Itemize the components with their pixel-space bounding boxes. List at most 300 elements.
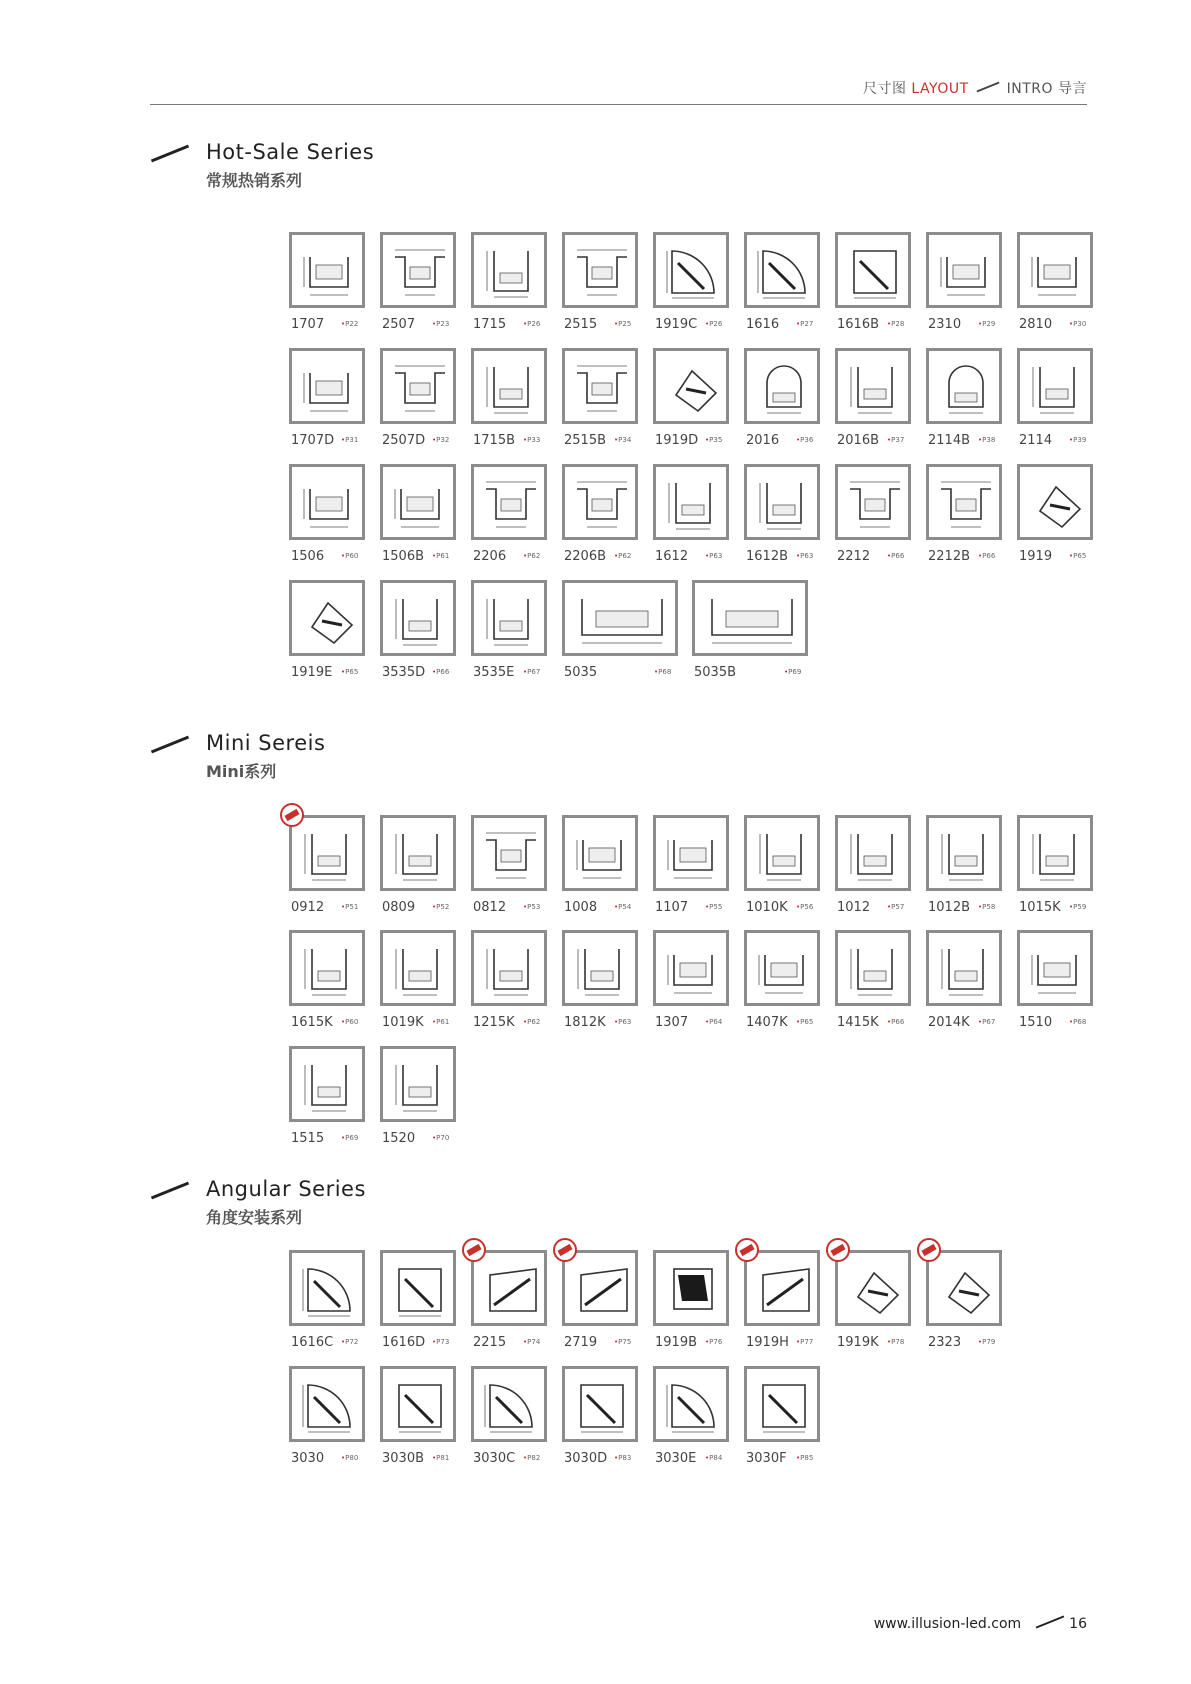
profile-section-drawing (573, 591, 671, 649)
bullet-icon: • (523, 320, 528, 328)
page-reference[interactable] (887, 320, 904, 328)
page-reference[interactable] (1069, 320, 1086, 328)
profile-section-drawing (391, 359, 449, 417)
page-reference[interactable] (705, 903, 722, 911)
page-reference-text: P65 (345, 668, 359, 676)
page-reference-text: P65 (800, 1018, 814, 1026)
page-reference[interactable] (341, 1134, 358, 1142)
page-reference-text: P37 (891, 436, 905, 444)
page-reference[interactable] (887, 1018, 904, 1026)
profile-drawing-frame (653, 930, 729, 1006)
profile-drawing-frame (380, 464, 456, 540)
profile-card[interactable] (471, 348, 547, 452)
profile-card[interactable] (380, 1366, 456, 1470)
profile-code: 1612 (655, 549, 689, 564)
page-reference[interactable] (978, 320, 995, 328)
page-reference[interactable] (705, 436, 722, 444)
page-reference[interactable] (341, 668, 358, 676)
profile-card[interactable] (562, 815, 638, 919)
page-reference[interactable] (432, 320, 449, 328)
profile-card[interactable] (471, 232, 547, 336)
profile-section-drawing (300, 243, 358, 301)
profile-code: 1019K (382, 1015, 424, 1030)
profile-card[interactable] (744, 1366, 820, 1470)
bullet-icon: • (887, 1018, 892, 1026)
profile-card[interactable] (653, 930, 729, 1034)
page-reference-text: P68 (1073, 1018, 1087, 1026)
bullet-icon: • (341, 903, 346, 911)
page-reference[interactable] (341, 320, 358, 328)
page-reference[interactable] (614, 903, 631, 911)
section-slash-icon (151, 1182, 189, 1200)
page-reference[interactable] (432, 436, 449, 444)
profile-section-drawing (755, 1377, 813, 1435)
new-badge-icon (553, 1238, 577, 1262)
page-reference[interactable] (341, 552, 358, 560)
profile-code: 2212B (928, 549, 971, 564)
bullet-icon: • (796, 903, 801, 911)
bullet-icon: • (887, 320, 892, 328)
page-reference[interactable] (978, 1338, 995, 1346)
page-reference-text: P80 (345, 1454, 359, 1462)
page-reference[interactable] (796, 1454, 813, 1462)
page-reference[interactable] (523, 1018, 540, 1026)
profile-section-drawing (391, 243, 449, 301)
page-reference-text: P63 (800, 552, 814, 560)
page-reference-text: P83 (618, 1454, 632, 1462)
profile-code: 1919K (837, 1335, 879, 1350)
profile-code: 1615K (291, 1015, 333, 1030)
profile-card[interactable] (562, 232, 638, 336)
profile-section-drawing (664, 475, 722, 533)
bullet-icon: • (705, 436, 710, 444)
bullet-icon: • (1069, 436, 1074, 444)
profile-card[interactable] (380, 1250, 456, 1354)
page-reference[interactable] (784, 668, 801, 676)
page-reference[interactable] (523, 436, 540, 444)
page-reference-text: P62 (618, 552, 632, 560)
profile-drawing-frame (289, 580, 365, 656)
profile-drawing-frame (926, 464, 1002, 540)
profile-section-drawing (482, 1377, 540, 1435)
profile-code: 1415K (837, 1015, 879, 1030)
profile-card[interactable] (835, 815, 911, 919)
profile-card[interactable] (653, 1250, 729, 1354)
page-reference-text: P63 (709, 552, 723, 560)
bullet-icon: • (654, 668, 659, 676)
profile-card[interactable] (744, 348, 820, 452)
page-reference[interactable] (523, 552, 540, 560)
bullet-icon: • (432, 436, 437, 444)
profile-card[interactable] (380, 930, 456, 1034)
page-reference[interactable] (978, 903, 995, 911)
page-reference[interactable] (796, 1018, 813, 1026)
page-reference[interactable] (654, 668, 671, 676)
profile-card[interactable] (744, 815, 820, 919)
profile-code: 2515B (564, 433, 607, 448)
page-reference[interactable] (614, 436, 631, 444)
page-reference[interactable] (432, 552, 449, 560)
profile-card[interactable] (380, 580, 456, 684)
page-reference-text: P67 (527, 668, 541, 676)
profile-code: 1919E (291, 665, 333, 680)
profile-section-drawing (846, 1261, 904, 1319)
bullet-icon: • (796, 1018, 801, 1026)
profile-drawing-frame (562, 1366, 638, 1442)
section-subtitle: Mini系列 (206, 762, 277, 781)
page-reference-text: P30 (1073, 320, 1087, 328)
profile-card[interactable] (653, 348, 729, 452)
profile-code: 0912 (291, 900, 325, 915)
profile-drawing-frame (744, 232, 820, 308)
profile-card[interactable] (744, 232, 820, 336)
profile-section-drawing (300, 826, 358, 884)
profile-drawing-frame (835, 815, 911, 891)
bullet-icon: • (1069, 1018, 1074, 1026)
page-reference-text: P85 (800, 1454, 814, 1462)
profile-section-drawing (300, 359, 358, 417)
profile-card[interactable] (835, 930, 911, 1034)
profile-card[interactable] (926, 1250, 1002, 1354)
profile-card[interactable] (653, 815, 729, 919)
page-reference[interactable] (523, 320, 540, 328)
header-intro: INTRO (1006, 81, 1054, 97)
profile-card[interactable] (289, 1046, 365, 1150)
page-reference[interactable] (705, 320, 722, 328)
bullet-icon: • (432, 1454, 437, 1462)
profile-card[interactable] (380, 232, 456, 336)
bullet-icon: • (614, 1338, 619, 1346)
page-reference[interactable] (341, 903, 358, 911)
profile-section-drawing (482, 1261, 540, 1319)
page-header (863, 78, 1087, 98)
profile-section-drawing (846, 826, 904, 884)
section-slash-icon (151, 145, 189, 163)
page-reference-text: P53 (527, 903, 541, 911)
bullet-icon: • (796, 1338, 801, 1346)
page-reference-text: P51 (345, 903, 359, 911)
profile-card[interactable] (562, 348, 638, 452)
page-reference[interactable] (796, 436, 813, 444)
profile-card[interactable] (380, 464, 456, 568)
profile-card[interactable] (1017, 348, 1093, 452)
profile-code: 3030D (564, 1451, 608, 1466)
page-reference[interactable] (523, 1338, 540, 1346)
bullet-icon: • (887, 903, 892, 911)
page-reference[interactable] (1069, 903, 1086, 911)
profile-code: 3030 (291, 1451, 325, 1466)
profile-code: 1812K (564, 1015, 606, 1030)
profile-card[interactable] (744, 464, 820, 568)
page-reference-text: P66 (436, 668, 450, 676)
page-reference[interactable] (796, 320, 813, 328)
bullet-icon: • (341, 320, 346, 328)
page-reference[interactable] (705, 1018, 722, 1026)
page-reference-text: P64 (709, 1018, 723, 1026)
profile-card[interactable] (562, 1366, 638, 1470)
profile-code: 1407K (746, 1015, 788, 1030)
profile-drawing-frame (471, 232, 547, 308)
page-reference[interactable] (887, 903, 904, 911)
bullet-icon: • (705, 903, 710, 911)
profile-section-drawing (573, 1377, 631, 1435)
page-reference-text: P36 (800, 436, 814, 444)
profile-card[interactable] (380, 1046, 456, 1150)
profile-drawing-frame (380, 580, 456, 656)
page-reference[interactable] (614, 1018, 631, 1026)
profile-drawing-frame (471, 348, 547, 424)
page-reference[interactable] (341, 436, 358, 444)
profile-drawing-frame (289, 348, 365, 424)
page-reference[interactable] (341, 1454, 358, 1462)
page-reference-text: P60 (345, 552, 359, 560)
profile-code: 1015K (1019, 900, 1061, 915)
page-reference-text: P31 (345, 436, 359, 444)
bullet-icon: • (796, 1454, 801, 1462)
profile-card[interactable] (471, 930, 547, 1034)
page-reference[interactable] (1069, 436, 1086, 444)
profile-card[interactable] (926, 464, 1002, 568)
bullet-icon: • (523, 1018, 528, 1026)
profile-card[interactable] (562, 580, 678, 684)
page-reference-text: P32 (436, 436, 450, 444)
profile-drawing-frame (289, 232, 365, 308)
page-reference[interactable] (432, 668, 449, 676)
page-reference[interactable] (978, 436, 995, 444)
page-reference[interactable] (341, 1338, 358, 1346)
profile-section-drawing (391, 475, 449, 533)
page-reference[interactable] (432, 1134, 449, 1142)
page-reference[interactable] (796, 903, 813, 911)
profile-card[interactable] (289, 1366, 365, 1470)
bullet-icon: • (978, 436, 983, 444)
page-reference-text: P22 (345, 320, 359, 328)
page-reference-text: P61 (436, 1018, 450, 1026)
profile-card[interactable] (562, 930, 638, 1034)
profile-card[interactable] (289, 464, 365, 568)
profile-card[interactable] (289, 580, 365, 684)
footer-url[interactable]: www.illusion-led.com (873, 1616, 1022, 1632)
page-reference[interactable] (614, 552, 631, 560)
profile-card[interactable] (380, 815, 456, 919)
profile-code: 2719 (564, 1335, 598, 1350)
page-reference[interactable] (1069, 1018, 1086, 1026)
page-reference[interactable] (432, 1454, 449, 1462)
bullet-icon: • (705, 552, 710, 560)
profile-section-drawing (846, 359, 904, 417)
profile-card[interactable] (471, 464, 547, 568)
profile-section-drawing (937, 475, 995, 533)
profile-card[interactable] (692, 580, 808, 684)
profile-card[interactable] (653, 232, 729, 336)
page-reference[interactable] (796, 552, 813, 560)
profile-drawing-frame (289, 1366, 365, 1442)
profile-card[interactable] (926, 348, 1002, 452)
profile-section-drawing (391, 591, 449, 649)
profile-card[interactable] (562, 464, 638, 568)
profile-drawing-frame (744, 1366, 820, 1442)
page-reference-text: P77 (800, 1338, 814, 1346)
profile-section-drawing (664, 941, 722, 999)
bullet-icon: • (432, 903, 437, 911)
page-reference-text: P60 (345, 1018, 359, 1026)
bullet-icon: • (887, 436, 892, 444)
page-reference-text: P26 (527, 320, 541, 328)
page-reference[interactable] (887, 552, 904, 560)
profile-drawing-frame (471, 930, 547, 1006)
page-reference-text: P26 (709, 320, 723, 328)
page-reference[interactable] (523, 903, 540, 911)
profile-card[interactable] (471, 1250, 547, 1354)
profile-card[interactable] (380, 348, 456, 452)
page-reference-text: P66 (891, 1018, 905, 1026)
profile-code: 3030C (473, 1451, 516, 1466)
profile-section-drawing (300, 591, 358, 649)
profile-section-drawing (482, 243, 540, 301)
profile-code: 1616B (837, 317, 880, 332)
page-reference[interactable] (432, 1018, 449, 1026)
profile-card[interactable] (926, 815, 1002, 919)
profile-card[interactable] (562, 1250, 638, 1354)
profile-card[interactable] (653, 1366, 729, 1470)
page-reference[interactable] (978, 1018, 995, 1026)
profile-code: 5035B (694, 665, 737, 680)
page-reference-text: P57 (891, 903, 905, 911)
page-reference[interactable] (705, 1454, 722, 1462)
page-reference-text: P29 (982, 320, 996, 328)
profile-section-drawing (573, 826, 631, 884)
profile-section-drawing (391, 826, 449, 884)
profile-card[interactable] (471, 580, 547, 684)
profile-card[interactable] (471, 815, 547, 919)
profile-code: 5035 (564, 665, 598, 680)
page-reference[interactable] (614, 320, 631, 328)
page-reference-text: P33 (527, 436, 541, 444)
profile-card[interactable] (835, 348, 911, 452)
profile-code: 3030F (746, 1451, 787, 1466)
bullet-icon: • (796, 552, 801, 560)
page-reference-text: P38 (982, 436, 996, 444)
bullet-icon: • (341, 668, 346, 676)
profile-section-drawing (1028, 826, 1086, 884)
page-reference[interactable] (432, 1338, 449, 1346)
page-reference[interactable] (614, 1454, 631, 1462)
profile-drawing-frame (562, 232, 638, 308)
bullet-icon: • (341, 552, 346, 560)
profile-card[interactable] (1017, 232, 1093, 336)
profile-section-drawing (755, 1261, 813, 1319)
profile-section-drawing (664, 359, 722, 417)
page-reference[interactable] (523, 1454, 540, 1462)
profile-drawing-frame (471, 1250, 547, 1326)
profile-card[interactable] (1017, 930, 1093, 1034)
page-reference-text: P82 (527, 1454, 541, 1462)
profile-section-drawing (846, 243, 904, 301)
page-reference[interactable] (341, 1018, 358, 1026)
page-reference[interactable] (887, 1338, 904, 1346)
profile-card[interactable] (926, 930, 1002, 1034)
profile-section-drawing (391, 1261, 449, 1319)
profile-card[interactable] (289, 815, 365, 919)
profile-drawing-frame (835, 930, 911, 1006)
profile-drawing-frame (471, 815, 547, 891)
profile-section-drawing (391, 941, 449, 999)
page-reference-text: P56 (800, 903, 814, 911)
profile-drawing-frame (835, 232, 911, 308)
profile-section-drawing (755, 475, 813, 533)
profile-section-drawing (482, 591, 540, 649)
section-title: Hot-Sale Series (206, 140, 375, 164)
page-reference[interactable] (614, 1338, 631, 1346)
profile-card[interactable] (1017, 815, 1093, 919)
profile-card[interactable] (653, 464, 729, 568)
page-reference-text: P61 (436, 552, 450, 560)
profile-drawing-frame (471, 1366, 547, 1442)
page-reference-text: P66 (982, 552, 996, 560)
bullet-icon: • (432, 320, 437, 328)
profile-card[interactable] (744, 930, 820, 1034)
page-reference[interactable] (887, 436, 904, 444)
bullet-icon: • (341, 1018, 346, 1026)
profile-card[interactable] (1017, 464, 1093, 568)
section-subtitle: 角度安装系列 (206, 1208, 303, 1227)
profile-code: 1919H (746, 1335, 789, 1350)
profile-card[interactable] (835, 464, 911, 568)
page-reference-text: P28 (891, 320, 905, 328)
profile-section-drawing (391, 1057, 449, 1115)
page-reference[interactable] (978, 552, 995, 560)
bullet-icon: • (341, 1454, 346, 1462)
profile-code: 1506 (291, 549, 325, 564)
profile-code: 1506B (382, 549, 425, 564)
slash-divider (976, 82, 999, 93)
page-reference-text: P23 (436, 320, 450, 328)
profile-code: 1715B (473, 433, 516, 448)
section-subtitle: 常规热销系列 (206, 171, 303, 190)
page-reference[interactable] (523, 668, 540, 676)
profile-section-drawing (573, 359, 631, 417)
page-reference-text: P63 (618, 1018, 632, 1026)
page-reference[interactable] (432, 903, 449, 911)
profile-card[interactable] (289, 348, 365, 452)
profile-drawing-frame (692, 580, 808, 656)
profile-card[interactable] (289, 1250, 365, 1354)
profile-section-drawing (664, 1261, 722, 1319)
profile-card[interactable] (926, 232, 1002, 336)
profile-section-drawing (755, 826, 813, 884)
page-reference[interactable] (1069, 552, 1086, 560)
bullet-icon: • (432, 552, 437, 560)
page-reference-text: P72 (345, 1338, 359, 1346)
profile-card[interactable] (835, 1250, 911, 1354)
profile-card[interactable] (289, 232, 365, 336)
page-reference[interactable] (796, 1338, 813, 1346)
profile-card[interactable] (289, 930, 365, 1034)
profile-card[interactable] (835, 232, 911, 336)
profile-card[interactable] (744, 1250, 820, 1354)
profile-drawing-frame (835, 348, 911, 424)
page-reference[interactable] (705, 1338, 722, 1346)
profile-card[interactable] (471, 1366, 547, 1470)
profile-section-drawing (664, 1377, 722, 1435)
page-reference[interactable] (705, 552, 722, 560)
page-reference-text: P70 (436, 1134, 450, 1142)
page-reference-text: P68 (658, 668, 672, 676)
profile-section-drawing (300, 1057, 358, 1115)
profile-code: 1510 (1019, 1015, 1053, 1030)
bullet-icon: • (432, 1338, 437, 1346)
profile-drawing-frame (562, 815, 638, 891)
